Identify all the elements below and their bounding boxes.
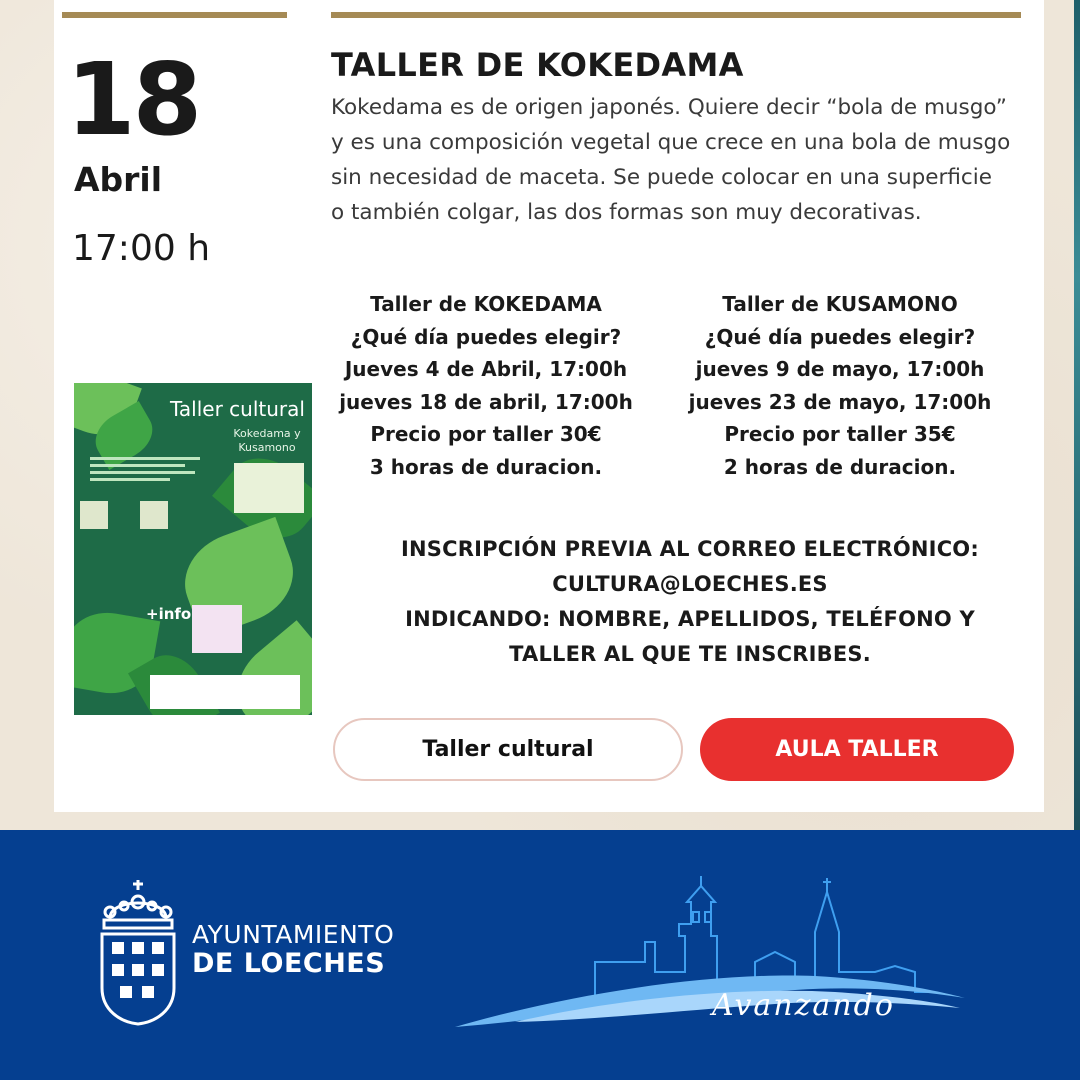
poster-subtitle: Kokedama y Kusamono [233, 427, 301, 454]
workshop-duration: 3 horas de duracion. [369, 454, 603, 479]
event-description: Kokedama es de origen japonés. Quiere decir “bola de musgo” y es una composición vegetal que crece en una bola de musgo sin necesidad de maceta. Se puede colocar en una superficie o también colgar, las dos formas son muy decorativas. [331, 95, 1011, 225]
workshop-price: Precio por taller 35€ [724, 422, 956, 446]
event-time: 17:00 h [72, 228, 211, 269]
inscription-line: INSCRIPCIÓN PREVIA AL CORREO ELECTRÓNICO: [401, 537, 979, 561]
inscription-line: TALLER AL QUE TE INSCRIBES. [509, 642, 871, 666]
poster-photo-bonsai [234, 463, 304, 513]
slogan-text: Avanzando [712, 988, 895, 1023]
poster-title: Taller cultural [170, 397, 305, 421]
inscription-line: INDICANDO: NOMBRE, APELLIDOS, TELÉFONO Y [405, 607, 975, 631]
taller-cultural-button[interactable]: Taller cultural [333, 718, 683, 781]
workshop-kokedama [316, 288, 656, 483]
workshop-question: ¿Qué día puedes elegir? [350, 324, 622, 349]
workshop-price: Precio por taller 30€ [370, 422, 602, 446]
poster-photo-flowers [192, 605, 242, 653]
inscription-info [370, 532, 1010, 672]
side-photo-edge [1074, 0, 1080, 830]
gold-rule-left [62, 12, 287, 18]
poster-info-box [150, 675, 300, 709]
workshop-date: jueves 9 de mayo, 17:00h [695, 357, 985, 381]
loeches-crest-icon [96, 878, 180, 1028]
gold-rule-right [331, 12, 1021, 18]
brand-line-2: DE LOECHES [192, 948, 386, 979]
inscription-email[interactable]: CULTURA@LOECHES.ES [552, 572, 828, 596]
workshop-date: Jueves 4 de Abril, 17:00h [344, 357, 628, 381]
poster-text-block [90, 453, 210, 498]
poster-info-label: +info [146, 605, 192, 623]
footer-banner [0, 830, 1080, 1080]
workshop-question: ¿Qué día puedes elegir? [704, 324, 976, 349]
event-day: 18 [66, 41, 200, 158]
workshop-kusamono [670, 288, 1010, 483]
poster-photo [80, 501, 108, 529]
brand-line-1: AYUNTAMIENTO [192, 920, 395, 949]
aula-taller-button[interactable]: AULA TALLER [700, 718, 1014, 781]
workshop-date: jueves 18 de abril, 17:00h [339, 389, 633, 414]
workshop-duration: 2 horas de duracion. [723, 454, 957, 479]
workshop-name: Taller de KOKEDAMA [370, 292, 602, 316]
poster-photo [140, 501, 168, 529]
workshop-poster-image[interactable] [74, 383, 312, 715]
workshop-date: jueves 23 de mayo, 17:00h [688, 389, 992, 414]
event-title: TALLER DE KOKEDAMA [331, 46, 744, 84]
event-month: Abril [74, 160, 163, 199]
workshop-name: Taller de KUSAMONO [722, 292, 958, 316]
